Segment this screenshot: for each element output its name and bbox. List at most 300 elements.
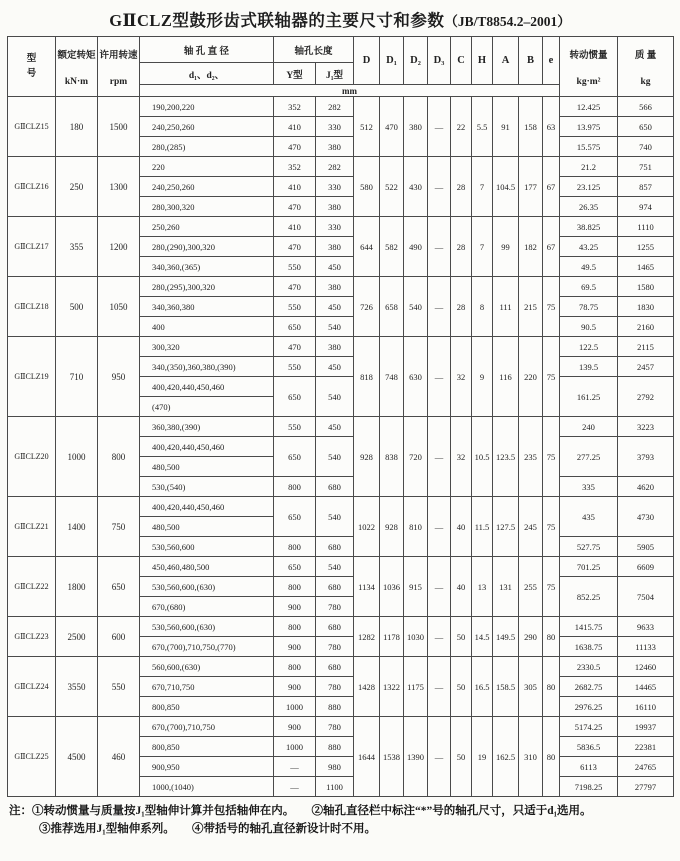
inertia-cell: 139.5 (560, 357, 618, 377)
mass-cell: 4730 (618, 497, 674, 537)
col-header-D3: D₃ (428, 37, 451, 85)
mass-cell: 650 (618, 117, 674, 137)
mass-cell: 1110 (618, 217, 674, 237)
rated-torque-cell: 250 (56, 157, 98, 217)
dim-C-cell: 50 (451, 717, 472, 797)
y-type-length-cell: 800 (274, 537, 316, 557)
bore-diameter-cell: 480,500 (140, 517, 274, 537)
dim-D-cell: 928 (354, 417, 380, 497)
bore-diameter-cell: 670,(700),710,750 (140, 717, 274, 737)
bore-diameter-cell: 530,560,600 (140, 537, 274, 557)
j1-type-length-cell: 980 (316, 757, 354, 777)
rated-torque-cell: 3550 (56, 657, 98, 717)
mass-cell: 1255 (618, 237, 674, 257)
permissible-speed-cell: 1500 (98, 97, 140, 157)
y-type-length-cell: 800 (274, 477, 316, 497)
inertia-cell: 5836.5 (560, 737, 618, 757)
dim-e-cell: 67 (543, 157, 560, 217)
table-row (8, 217, 674, 237)
dim-D1-cell: 658 (380, 277, 404, 337)
y-type-length-cell: 650 (274, 437, 316, 477)
dim-H-cell: 7 (472, 157, 493, 217)
col-header-A: A (493, 37, 519, 85)
mass-cell: 12460 (618, 657, 674, 677)
dim-H-cell: 14.5 (472, 617, 493, 657)
dim-e-cell: 75 (543, 417, 560, 497)
dim-A-cell: 158.5 (493, 657, 519, 717)
dim-e-cell: 67 (543, 217, 560, 277)
dim-D3-cell: — (428, 497, 451, 557)
y-type-length-cell: 550 (274, 417, 316, 437)
dim-A-cell: 104.5 (493, 157, 519, 217)
inertia-cell: 527.75 (560, 537, 618, 557)
inertia-cell: 43.25 (560, 237, 618, 257)
bore-diameter-cell: 340,(350),360,380,(390) (140, 357, 274, 377)
inertia-cell: 701.25 (560, 557, 618, 577)
y-type-length-cell: 650 (274, 377, 316, 417)
dim-D1-cell: 1036 (380, 557, 404, 617)
col-header-D: D (354, 37, 380, 85)
dim-e-cell: 80 (543, 657, 560, 717)
bore-diameter-cell: 670,(680) (140, 597, 274, 617)
col-header-j1-type: J₁型 (316, 63, 354, 85)
dim-D1-cell: 1538 (380, 717, 404, 797)
table-body (8, 97, 674, 797)
dim-B-cell: 220 (519, 337, 543, 417)
dim-D2-cell: 430 (404, 157, 428, 217)
bore-diameter-cell: 400,420,440,450,460 (140, 497, 274, 517)
y-type-length-cell: 470 (274, 197, 316, 217)
table-row (8, 717, 674, 737)
dim-D3-cell: — (428, 97, 451, 157)
inertia-cell: 90.5 (560, 317, 618, 337)
dim-B-cell: 290 (519, 617, 543, 657)
j1-type-length-cell: 282 (316, 97, 354, 117)
y-type-length-cell: 800 (274, 577, 316, 597)
inertia-cell: 26.35 (560, 197, 618, 217)
j1-type-length-cell: 680 (316, 537, 354, 557)
bore-diameter-cell: 530,(540) (140, 477, 274, 497)
dim-D-cell: 512 (354, 97, 380, 157)
j1-type-length-cell: 450 (316, 417, 354, 437)
mass-cell: 1465 (618, 257, 674, 277)
mass-cell: 4620 (618, 477, 674, 497)
j1-type-length-cell: 680 (316, 657, 354, 677)
permissible-speed-cell: 750 (98, 497, 140, 557)
dim-H-cell: 16.5 (472, 657, 493, 717)
model-cell: GⅡCLZ21 (8, 497, 56, 557)
col-header-d1-d2: d₁、d₂、 (140, 63, 274, 85)
bore-diameter-cell: 670,(700),710,750,(770) (140, 637, 274, 657)
permissible-speed-cell: 1300 (98, 157, 140, 217)
dim-D1-cell: 522 (380, 157, 404, 217)
dim-C-cell: 50 (451, 657, 472, 717)
inertia-cell: 1638.75 (560, 637, 618, 657)
bore-diameter-cell: 280,(290),300,320 (140, 237, 274, 257)
dim-H-cell: 8 (472, 277, 493, 337)
col-header-B: B (519, 37, 543, 85)
rated-torque-cell: 1400 (56, 497, 98, 557)
dim-H-cell: 13 (472, 557, 493, 617)
y-type-length-cell: 352 (274, 157, 316, 177)
dim-A-cell: 111 (493, 277, 519, 337)
dim-D3-cell: — (428, 157, 451, 217)
y-type-length-cell: — (274, 757, 316, 777)
dim-H-cell: 9 (472, 337, 493, 417)
mass-cell: 751 (618, 157, 674, 177)
j1-type-length-cell: 450 (316, 357, 354, 377)
col-header-D1: D₁ (380, 37, 404, 85)
y-type-length-cell: 470 (274, 277, 316, 297)
col-header-inertia: 转动惯量 kg·m² (560, 37, 618, 97)
mass-cell: 2457 (618, 357, 674, 377)
dim-C-cell: 22 (451, 97, 472, 157)
j1-type-length-cell: 380 (316, 337, 354, 357)
model-cell: GⅡCLZ22 (8, 557, 56, 617)
inertia-cell: 13.975 (560, 117, 618, 137)
dim-A-cell: 116 (493, 337, 519, 417)
y-type-length-cell: 650 (274, 317, 316, 337)
permissible-speed-cell: 550 (98, 657, 140, 717)
table-row (8, 557, 674, 577)
mass-cell: 566 (618, 97, 674, 117)
permissible-speed-cell: 650 (98, 557, 140, 617)
j1-type-length-cell: 880 (316, 737, 354, 757)
dim-D1-cell: 838 (380, 417, 404, 497)
bore-diameter-cell: 240,250,260 (140, 177, 274, 197)
j1-type-length-cell: 680 (316, 477, 354, 497)
col-header-mass: 质 量 kg (618, 37, 674, 97)
dim-D2-cell: 720 (404, 417, 428, 497)
model-cell: GⅡCLZ25 (8, 717, 56, 797)
inertia-cell: 852.25 (560, 577, 618, 617)
dim-A-cell: 162.5 (493, 717, 519, 797)
j1-type-length-cell: 282 (316, 157, 354, 177)
bore-diameter-cell: 560,600,(630) (140, 657, 274, 677)
dim-D-cell: 1428 (354, 657, 380, 717)
inertia-cell: 21.2 (560, 157, 618, 177)
y-type-length-cell: 650 (274, 557, 316, 577)
y-type-length-cell: 352 (274, 97, 316, 117)
note-line-2: ③推荐选用J₁型轴伸系列。 ④带括号的轴孔直径新设计时不用。 (39, 822, 376, 835)
dim-D2-cell: 1175 (404, 657, 428, 717)
mass-cell: 974 (618, 197, 674, 217)
inertia-cell: 240 (560, 417, 618, 437)
col-header-model: 型号 (8, 37, 56, 97)
dim-H-cell: 11.5 (472, 497, 493, 557)
rated-torque-cell: 4500 (56, 717, 98, 797)
inertia-cell: 2682.75 (560, 677, 618, 697)
rated-torque-cell: 2500 (56, 617, 98, 657)
y-type-length-cell: 1000 (274, 737, 316, 757)
mass-cell: 5905 (618, 537, 674, 557)
dim-D2-cell: 1390 (404, 717, 428, 797)
permissible-speed-cell: 600 (98, 617, 140, 657)
y-type-length-cell: 650 (274, 497, 316, 537)
j1-type-length-cell: 780 (316, 717, 354, 737)
col-header-y-type: Y型 (274, 63, 316, 85)
dim-C-cell: 40 (451, 557, 472, 617)
model-cell: GⅡCLZ23 (8, 617, 56, 657)
rated-torque-cell: 180 (56, 97, 98, 157)
bore-diameter-cell: 340,360,(365) (140, 257, 274, 277)
table-row (8, 337, 674, 357)
mass-cell: 16110 (618, 697, 674, 717)
inertia-cell: 2976.25 (560, 697, 618, 717)
bore-diameter-cell: (470) (140, 397, 274, 417)
dim-D-cell: 1282 (354, 617, 380, 657)
dim-D1-cell: 928 (380, 497, 404, 557)
col-header-speed: 许用转速 rpm (98, 37, 140, 97)
dim-B-cell: 235 (519, 417, 543, 497)
inertia-cell: 12.425 (560, 97, 618, 117)
inertia-cell: 2330.5 (560, 657, 618, 677)
dim-A-cell: 127.5 (493, 497, 519, 557)
dim-D1-cell: 470 (380, 97, 404, 157)
mass-cell: 7504 (618, 577, 674, 617)
dim-D3-cell: — (428, 337, 451, 417)
permissible-speed-cell: 460 (98, 717, 140, 797)
j1-type-length-cell: 450 (316, 257, 354, 277)
dim-D1-cell: 748 (380, 337, 404, 417)
dim-C-cell: 28 (451, 217, 472, 277)
mass-cell: 3223 (618, 417, 674, 437)
table-row (8, 157, 674, 177)
j1-type-length-cell: 450 (316, 297, 354, 317)
mass-cell: 740 (618, 137, 674, 157)
j1-type-length-cell: 880 (316, 697, 354, 717)
j1-type-length-cell: 540 (316, 497, 354, 537)
bore-diameter-cell: 900,950 (140, 757, 274, 777)
y-type-length-cell: 410 (274, 217, 316, 237)
dim-D1-cell: 582 (380, 217, 404, 277)
y-type-length-cell: 900 (274, 597, 316, 617)
dim-D2-cell: 915 (404, 557, 428, 617)
j1-type-length-cell: 780 (316, 637, 354, 657)
model-cell: GⅡCLZ17 (8, 217, 56, 277)
model-cell: GⅡCLZ20 (8, 417, 56, 497)
dim-e-cell: 75 (543, 497, 560, 557)
bore-diameter-cell: 280,(295),300,320 (140, 277, 274, 297)
dim-D3-cell: — (428, 277, 451, 337)
title-standard: （JB/T8854.2–2001） (444, 14, 571, 29)
dim-C-cell: 50 (451, 617, 472, 657)
j1-type-length-cell: 1100 (316, 777, 354, 797)
dim-H-cell: 7 (472, 217, 493, 277)
coupling-dimension-table (7, 36, 674, 797)
rated-torque-cell: 500 (56, 277, 98, 337)
dim-D3-cell: — (428, 417, 451, 497)
model-cell: GⅡCLZ19 (8, 337, 56, 417)
bore-diameter-cell: 400,420,440,450,460 (140, 437, 274, 457)
j1-type-length-cell: 680 (316, 577, 354, 597)
mass-cell: 3793 (618, 437, 674, 477)
col-header-H: H (472, 37, 493, 85)
bore-diameter-cell: 400 (140, 317, 274, 337)
dim-C-cell: 28 (451, 277, 472, 337)
j1-type-length-cell: 330 (316, 117, 354, 137)
bore-diameter-cell: 670,710,750 (140, 677, 274, 697)
y-type-length-cell: 410 (274, 117, 316, 137)
table-row (8, 657, 674, 677)
bore-diameter-cell: 240,250,260 (140, 117, 274, 137)
bore-diameter-cell: 530,560,600,(630) (140, 577, 274, 597)
mass-cell: 22381 (618, 737, 674, 757)
rated-torque-cell: 1000 (56, 417, 98, 497)
mass-cell: 24765 (618, 757, 674, 777)
permissible-speed-cell: 1050 (98, 277, 140, 337)
inertia-cell: 122.5 (560, 337, 618, 357)
j1-type-length-cell: 540 (316, 557, 354, 577)
bore-diameter-cell: 400,420,440,450,460 (140, 377, 274, 397)
rated-torque-cell: 355 (56, 217, 98, 277)
rated-torque-cell: 710 (56, 337, 98, 417)
dim-e-cell: 80 (543, 617, 560, 657)
dim-D2-cell: 810 (404, 497, 428, 557)
dim-e-cell: 80 (543, 717, 560, 797)
inertia-cell: 7198.25 (560, 777, 618, 797)
dim-D-cell: 644 (354, 217, 380, 277)
y-type-length-cell: 470 (274, 137, 316, 157)
j1-type-length-cell: 780 (316, 597, 354, 617)
y-type-length-cell: 470 (274, 337, 316, 357)
table-row (8, 497, 674, 517)
inertia-cell: 335 (560, 477, 618, 497)
mass-cell: 9633 (618, 617, 674, 637)
dim-D3-cell: — (428, 657, 451, 717)
dim-D-cell: 1022 (354, 497, 380, 557)
bore-diameter-cell: 190,200,220 (140, 97, 274, 117)
dim-e-cell: 75 (543, 557, 560, 617)
col-header-bore-length: 轴孔长度 (274, 37, 354, 63)
col-header-torque: 额定转矩 kN·m (56, 37, 98, 97)
dim-A-cell: 131 (493, 557, 519, 617)
table-notes (9, 803, 673, 839)
dim-D2-cell: 490 (404, 217, 428, 277)
j1-type-length-cell: 680 (316, 617, 354, 637)
bore-diameter-cell: 300,320 (140, 337, 274, 357)
mass-cell: 857 (618, 177, 674, 197)
permissible-speed-cell: 1200 (98, 217, 140, 277)
dim-D3-cell: — (428, 557, 451, 617)
j1-type-length-cell: 540 (316, 377, 354, 417)
inertia-cell: 6113 (560, 757, 618, 777)
inertia-cell: 49.5 (560, 257, 618, 277)
dim-D-cell: 1134 (354, 557, 380, 617)
dim-D2-cell: 1030 (404, 617, 428, 657)
y-type-length-cell: 410 (274, 177, 316, 197)
bore-diameter-cell: 800,850 (140, 697, 274, 717)
dim-C-cell: 32 (451, 417, 472, 497)
dim-D2-cell: 380 (404, 97, 428, 157)
j1-type-length-cell: 780 (316, 677, 354, 697)
y-type-length-cell: 1000 (274, 697, 316, 717)
bore-diameter-cell: 340,360,380 (140, 297, 274, 317)
col-header-D2: D₂ (404, 37, 428, 85)
dim-B-cell: 177 (519, 157, 543, 217)
inertia-cell: 5174.25 (560, 717, 618, 737)
y-type-length-cell: 800 (274, 657, 316, 677)
dim-e-cell: 75 (543, 337, 560, 417)
y-type-length-cell: 550 (274, 357, 316, 377)
unit-mm-header: mm (140, 85, 560, 97)
dim-D-cell: 726 (354, 277, 380, 337)
y-type-length-cell: 900 (274, 717, 316, 737)
inertia-cell: 15.575 (560, 137, 618, 157)
dim-C-cell: 40 (451, 497, 472, 557)
mass-cell: 1830 (618, 297, 674, 317)
dim-B-cell: 245 (519, 497, 543, 557)
dim-A-cell: 123.5 (493, 417, 519, 497)
dim-e-cell: 75 (543, 277, 560, 337)
col-header-C: C (451, 37, 472, 85)
dim-H-cell: 5.5 (472, 97, 493, 157)
y-type-length-cell: 900 (274, 677, 316, 697)
j1-type-length-cell: 380 (316, 277, 354, 297)
mass-cell: 2160 (618, 317, 674, 337)
mass-cell: 2115 (618, 337, 674, 357)
dim-D1-cell: 1178 (380, 617, 404, 657)
mass-cell: 27797 (618, 777, 674, 797)
dim-H-cell: 19 (472, 717, 493, 797)
y-type-length-cell: 800 (274, 617, 316, 637)
permissible-speed-cell: 800 (98, 417, 140, 497)
mass-cell: 19937 (618, 717, 674, 737)
inertia-cell: 435 (560, 497, 618, 537)
model-cell: GⅡCLZ24 (8, 657, 56, 717)
dim-A-cell: 91 (493, 97, 519, 157)
j1-type-length-cell: 540 (316, 437, 354, 477)
bore-diameter-cell: 1000,(1040) (140, 777, 274, 797)
bore-diameter-cell: 360,380,(390) (140, 417, 274, 437)
bore-diameter-cell: 220 (140, 157, 274, 177)
note-line-1: 注：①转动惯量与质量按J₁型轴伸计算并包括轴伸在内。 ②轴孔直径栏中标注“*”号的轴孔尺寸，只适于d₁选用。 (9, 805, 592, 817)
inertia-cell: 69.5 (560, 277, 618, 297)
j1-type-length-cell: 380 (316, 237, 354, 257)
mass-cell: 14465 (618, 677, 674, 697)
j1-type-length-cell: 380 (316, 197, 354, 217)
inertia-cell: 78.75 (560, 297, 618, 317)
y-type-length-cell: 470 (274, 237, 316, 257)
dim-D1-cell: 1322 (380, 657, 404, 717)
page-title (7, 7, 673, 31)
dim-D-cell: 818 (354, 337, 380, 417)
inertia-cell: 1415.75 (560, 617, 618, 637)
dim-D-cell: 580 (354, 157, 380, 217)
dim-H-cell: 10.5 (472, 417, 493, 497)
y-type-length-cell: 900 (274, 637, 316, 657)
bore-diameter-cell: 450,460,480,500 (140, 557, 274, 577)
mass-cell: 6609 (618, 557, 674, 577)
dim-D3-cell: — (428, 617, 451, 657)
rated-torque-cell: 1800 (56, 557, 98, 617)
dim-B-cell: 255 (519, 557, 543, 617)
dim-B-cell: 305 (519, 657, 543, 717)
j1-type-length-cell: 330 (316, 177, 354, 197)
dim-A-cell: 149.5 (493, 617, 519, 657)
mass-cell: 2792 (618, 377, 674, 417)
bore-diameter-cell: 280,300,320 (140, 197, 274, 217)
dim-C-cell: 32 (451, 337, 472, 417)
bore-diameter-cell: 530,560,600,(630) (140, 617, 274, 637)
y-type-length-cell: 550 (274, 257, 316, 277)
bore-diameter-cell: 480,500 (140, 457, 274, 477)
dim-D3-cell: — (428, 717, 451, 797)
mass-cell: 11133 (618, 637, 674, 657)
model-cell: GⅡCLZ16 (8, 157, 56, 217)
dim-B-cell: 215 (519, 277, 543, 337)
col-header-e: e (543, 37, 560, 85)
